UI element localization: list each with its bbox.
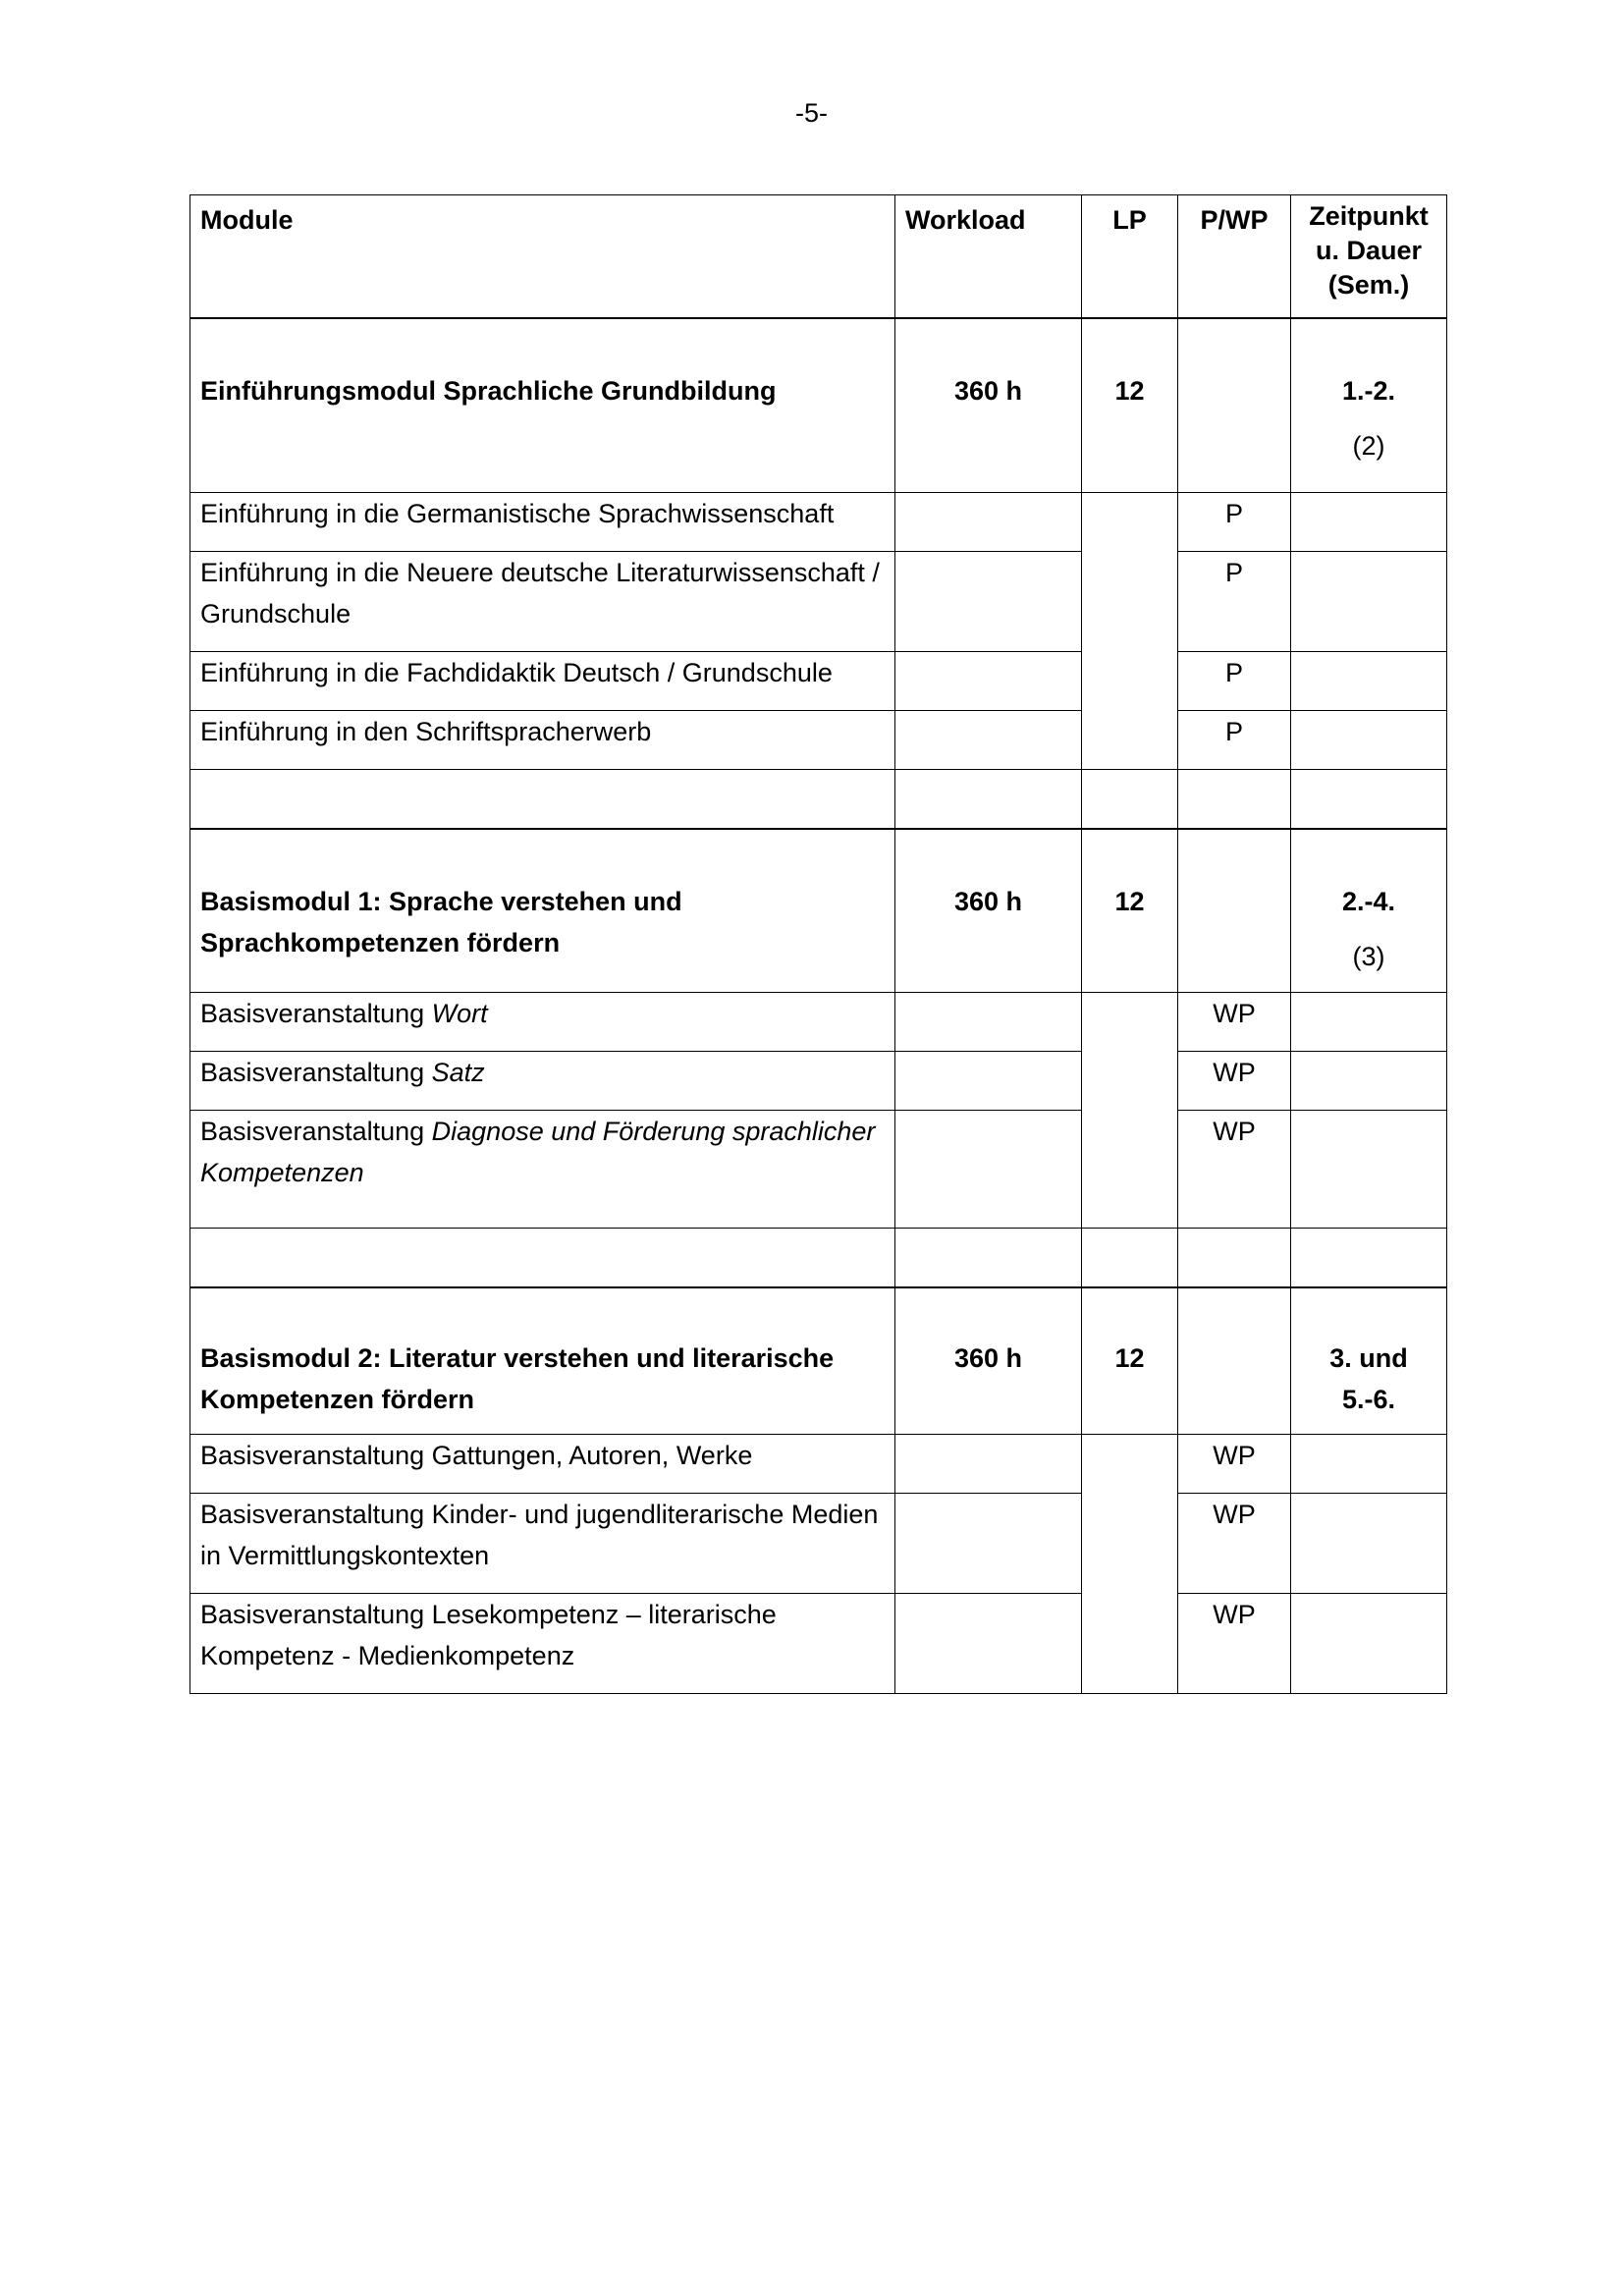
module-row-basismodul-1 [190,829,1447,993]
module-zeitpunkt-value: 2.-4. [1341,886,1396,916]
module-pwp [1178,829,1291,993]
module-dauer: (3) [1352,941,1385,971]
module-title: Einführungsmodul Sprachliche Grundbildung [190,318,895,493]
module-zeitpunkt [1291,318,1447,493]
module-zeitpunkt-value: 1.-2. [1341,375,1396,406]
module-workload: 360 h [895,1287,1082,1435]
course-pwp: WP [1178,1594,1291,1694]
course-name: Einführung in die Neuere deutsche Literaturwissenschaft / Grundschule [190,552,895,652]
course-name: Basisveranstaltung Gattungen, Autoren, Werke [190,1435,895,1494]
module-zeitpunkt-line1: 3. und [1329,1342,1408,1373]
course-pwp: WP [1178,1052,1291,1111]
module-title: Basismodul 2: Literatur verstehen und literarische Kompetenzen fördern [190,1287,895,1435]
module-table [189,194,1447,1694]
header-zeitpunkt-line2: u. Dauer [1315,236,1423,265]
spacer-row [190,770,1447,829]
header-zeitpunkt-line1: Zeitpunkt [1309,201,1429,231]
table-row [190,493,1447,552]
course-pwp: P [1178,711,1291,770]
module-row-basismodul-2 [190,1287,1447,1435]
course-name: Basisveranstaltung Kinder- und jugendliterarische Medien in Vermittlungskontexten [190,1494,895,1594]
module-workload: 360 h [895,829,1082,993]
header-workload: Workload [895,195,1082,318]
course-pwp: WP [1178,1111,1291,1229]
table-row [190,711,1447,770]
header-zeitpunkt [1291,195,1447,318]
module-zeitpunkt [1291,1287,1447,1435]
table-header-row [190,195,1447,318]
module-workload: 360 h [895,318,1082,493]
module-dauer: (2) [1352,430,1385,461]
module-zeitpunkt-line2: 5.-6. [1341,1384,1396,1414]
module-lp: 12 [1082,829,1178,993]
page-number: -5- [795,98,828,128]
course-name: Basisveranstaltung Wort [190,993,895,1052]
course-pwp: P [1178,652,1291,711]
header-zeitpunkt-line3: (Sem.) [1327,270,1410,300]
course-pwp: P [1178,493,1291,552]
module-zeitpunkt [1291,829,1447,993]
course-name: Einführung in die Germanistische Sprachwissenschaft [190,493,895,552]
module-lp: 12 [1082,318,1178,493]
course-pwp: P [1178,552,1291,652]
module-pwp [1178,318,1291,493]
spacer-row [190,1229,1447,1287]
header-pwp: P/WP [1178,195,1291,318]
course-name: Basisveranstaltung Diagnose und Förderung sprachlicher Kompetenzen [190,1111,895,1229]
table-row [190,993,1447,1052]
module-pwp [1178,1287,1291,1435]
table-row [190,552,1447,652]
module-lp: 12 [1082,1287,1178,1435]
module-row-einfuehrung [190,318,1447,493]
table-row [190,652,1447,711]
header-lp: LP [1082,195,1178,318]
course-pwp: WP [1178,1435,1291,1494]
table-row [190,1494,1447,1594]
table-row [190,1594,1447,1694]
course-pwp: WP [1178,1494,1291,1594]
table-row [190,1111,1447,1229]
header-module: Module [190,195,895,318]
course-name: Basisveranstaltung Lesekompetenz – literarische Kompetenz - Medienkompetenz [190,1594,895,1694]
module-title: Basismodul 1: Sprache verstehen und Sprachkompetenzen fördern [190,829,895,993]
table-row [190,1435,1447,1494]
course-name: Basisveranstaltung Satz [190,1052,895,1111]
course-name: Einführung in die Fachdidaktik Deutsch / Grundschule [190,652,895,711]
table-row [190,1052,1447,1111]
course-name: Einführung in den Schriftspracherwerb [190,711,895,770]
course-pwp: WP [1178,993,1291,1052]
